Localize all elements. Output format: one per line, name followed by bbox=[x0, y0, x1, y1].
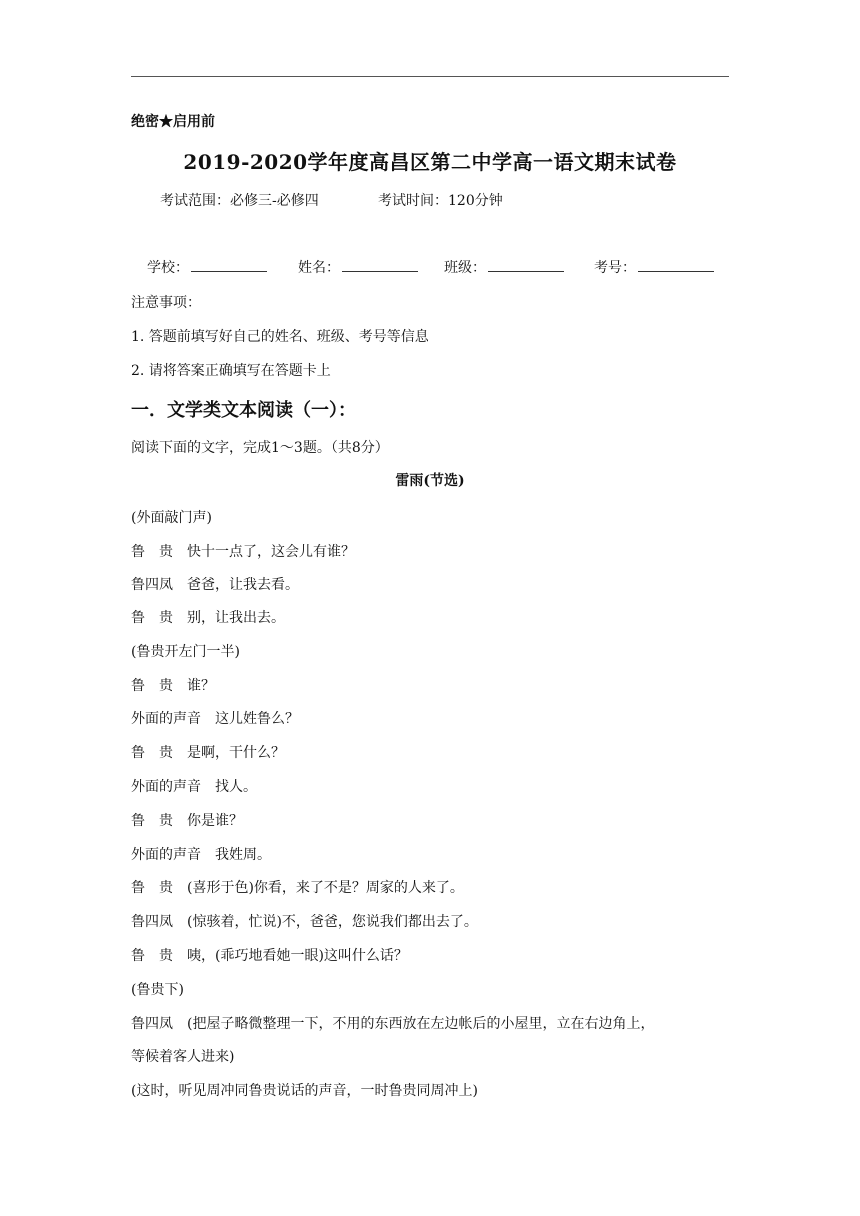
page-title: 2019-2020学年度高昌区第二中学高一语文期末试卷 bbox=[183, 150, 677, 174]
class-label: 班级： bbox=[444, 260, 486, 276]
passage-line: (外面敲门声) bbox=[131, 510, 212, 526]
passage-line: 鲁 贵 (喜形于色)你看，来了不是？周家的人来了。 bbox=[131, 880, 464, 896]
number-label: 考号： bbox=[594, 260, 636, 276]
school-label: 学校： bbox=[147, 260, 189, 276]
notice-heading: 注意事项： bbox=[131, 295, 201, 311]
passage-line: 鲁 贵 快十一点了，这会儿有谁？ bbox=[131, 544, 355, 560]
passage-line: 外面的声音 找人。 bbox=[131, 779, 257, 795]
passage-title: 雷雨(节选) bbox=[395, 473, 465, 489]
name-label: 姓名： bbox=[298, 260, 340, 276]
school-field[interactable] bbox=[147, 257, 267, 277]
passage-line: 鲁 贵 你是谁？ bbox=[131, 813, 243, 829]
passage-line: 外面的声音 我姓周。 bbox=[131, 847, 271, 863]
notice-item: 2. 请将答案正确填写在答题卡上 bbox=[131, 363, 331, 379]
notice-item: 1. 答题前填写好自己的姓名、班级、考号等信息 bbox=[131, 329, 429, 345]
number-field[interactable] bbox=[594, 257, 714, 277]
passage-line: 鲁 贵 谁？ bbox=[131, 678, 215, 694]
passage-line: 外面的声音 这儿姓鲁么？ bbox=[131, 711, 299, 727]
class-field[interactable] bbox=[444, 257, 564, 277]
name-field[interactable] bbox=[298, 257, 418, 277]
passage-line: 鲁 贵 是啊，干什么？ bbox=[131, 745, 285, 761]
header-rule bbox=[131, 76, 729, 77]
passage-line: 鲁四凤 爸爸，让我去看。 bbox=[131, 577, 299, 593]
section-instruction: 阅读下面的文字，完成1～3题。（共8分） bbox=[131, 440, 389, 456]
exam-time: 考试时间：120分钟 bbox=[378, 193, 503, 209]
passage-line: (鲁贵开左门一半) bbox=[131, 644, 240, 660]
passage-line: (这时，听见周冲同鲁贵说话的声音，一时鲁贵同周冲上) bbox=[131, 1083, 478, 1099]
confidential-label: 绝密★启用前 bbox=[131, 114, 215, 130]
passage-line: 鲁 贵 别，让我出去。 bbox=[131, 610, 285, 626]
passage-line: 鲁四凤 (把屋子略微整理一下，不用的东西放在左边帐后的小屋里，立在右边角上， bbox=[131, 1016, 655, 1032]
class-blank[interactable] bbox=[488, 257, 564, 272]
school-blank[interactable] bbox=[191, 257, 267, 272]
passage-line: (鲁贵下) bbox=[131, 982, 184, 998]
passage-line: 等候着客人进来) bbox=[131, 1049, 235, 1065]
name-blank[interactable] bbox=[342, 257, 418, 272]
passage-line: 鲁 贵 咦，(乖巧地看她一眼)这叫什么话？ bbox=[131, 948, 408, 964]
passage-line: 鲁四凤 (惊骇着，忙说)不，爸爸，您说我们都出去了。 bbox=[131, 914, 478, 930]
number-blank[interactable] bbox=[638, 257, 714, 272]
section-heading: 一．文学类文本阅读（一）： bbox=[131, 400, 356, 421]
exam-range: 考试范围：必修三-必修四 bbox=[160, 193, 319, 209]
